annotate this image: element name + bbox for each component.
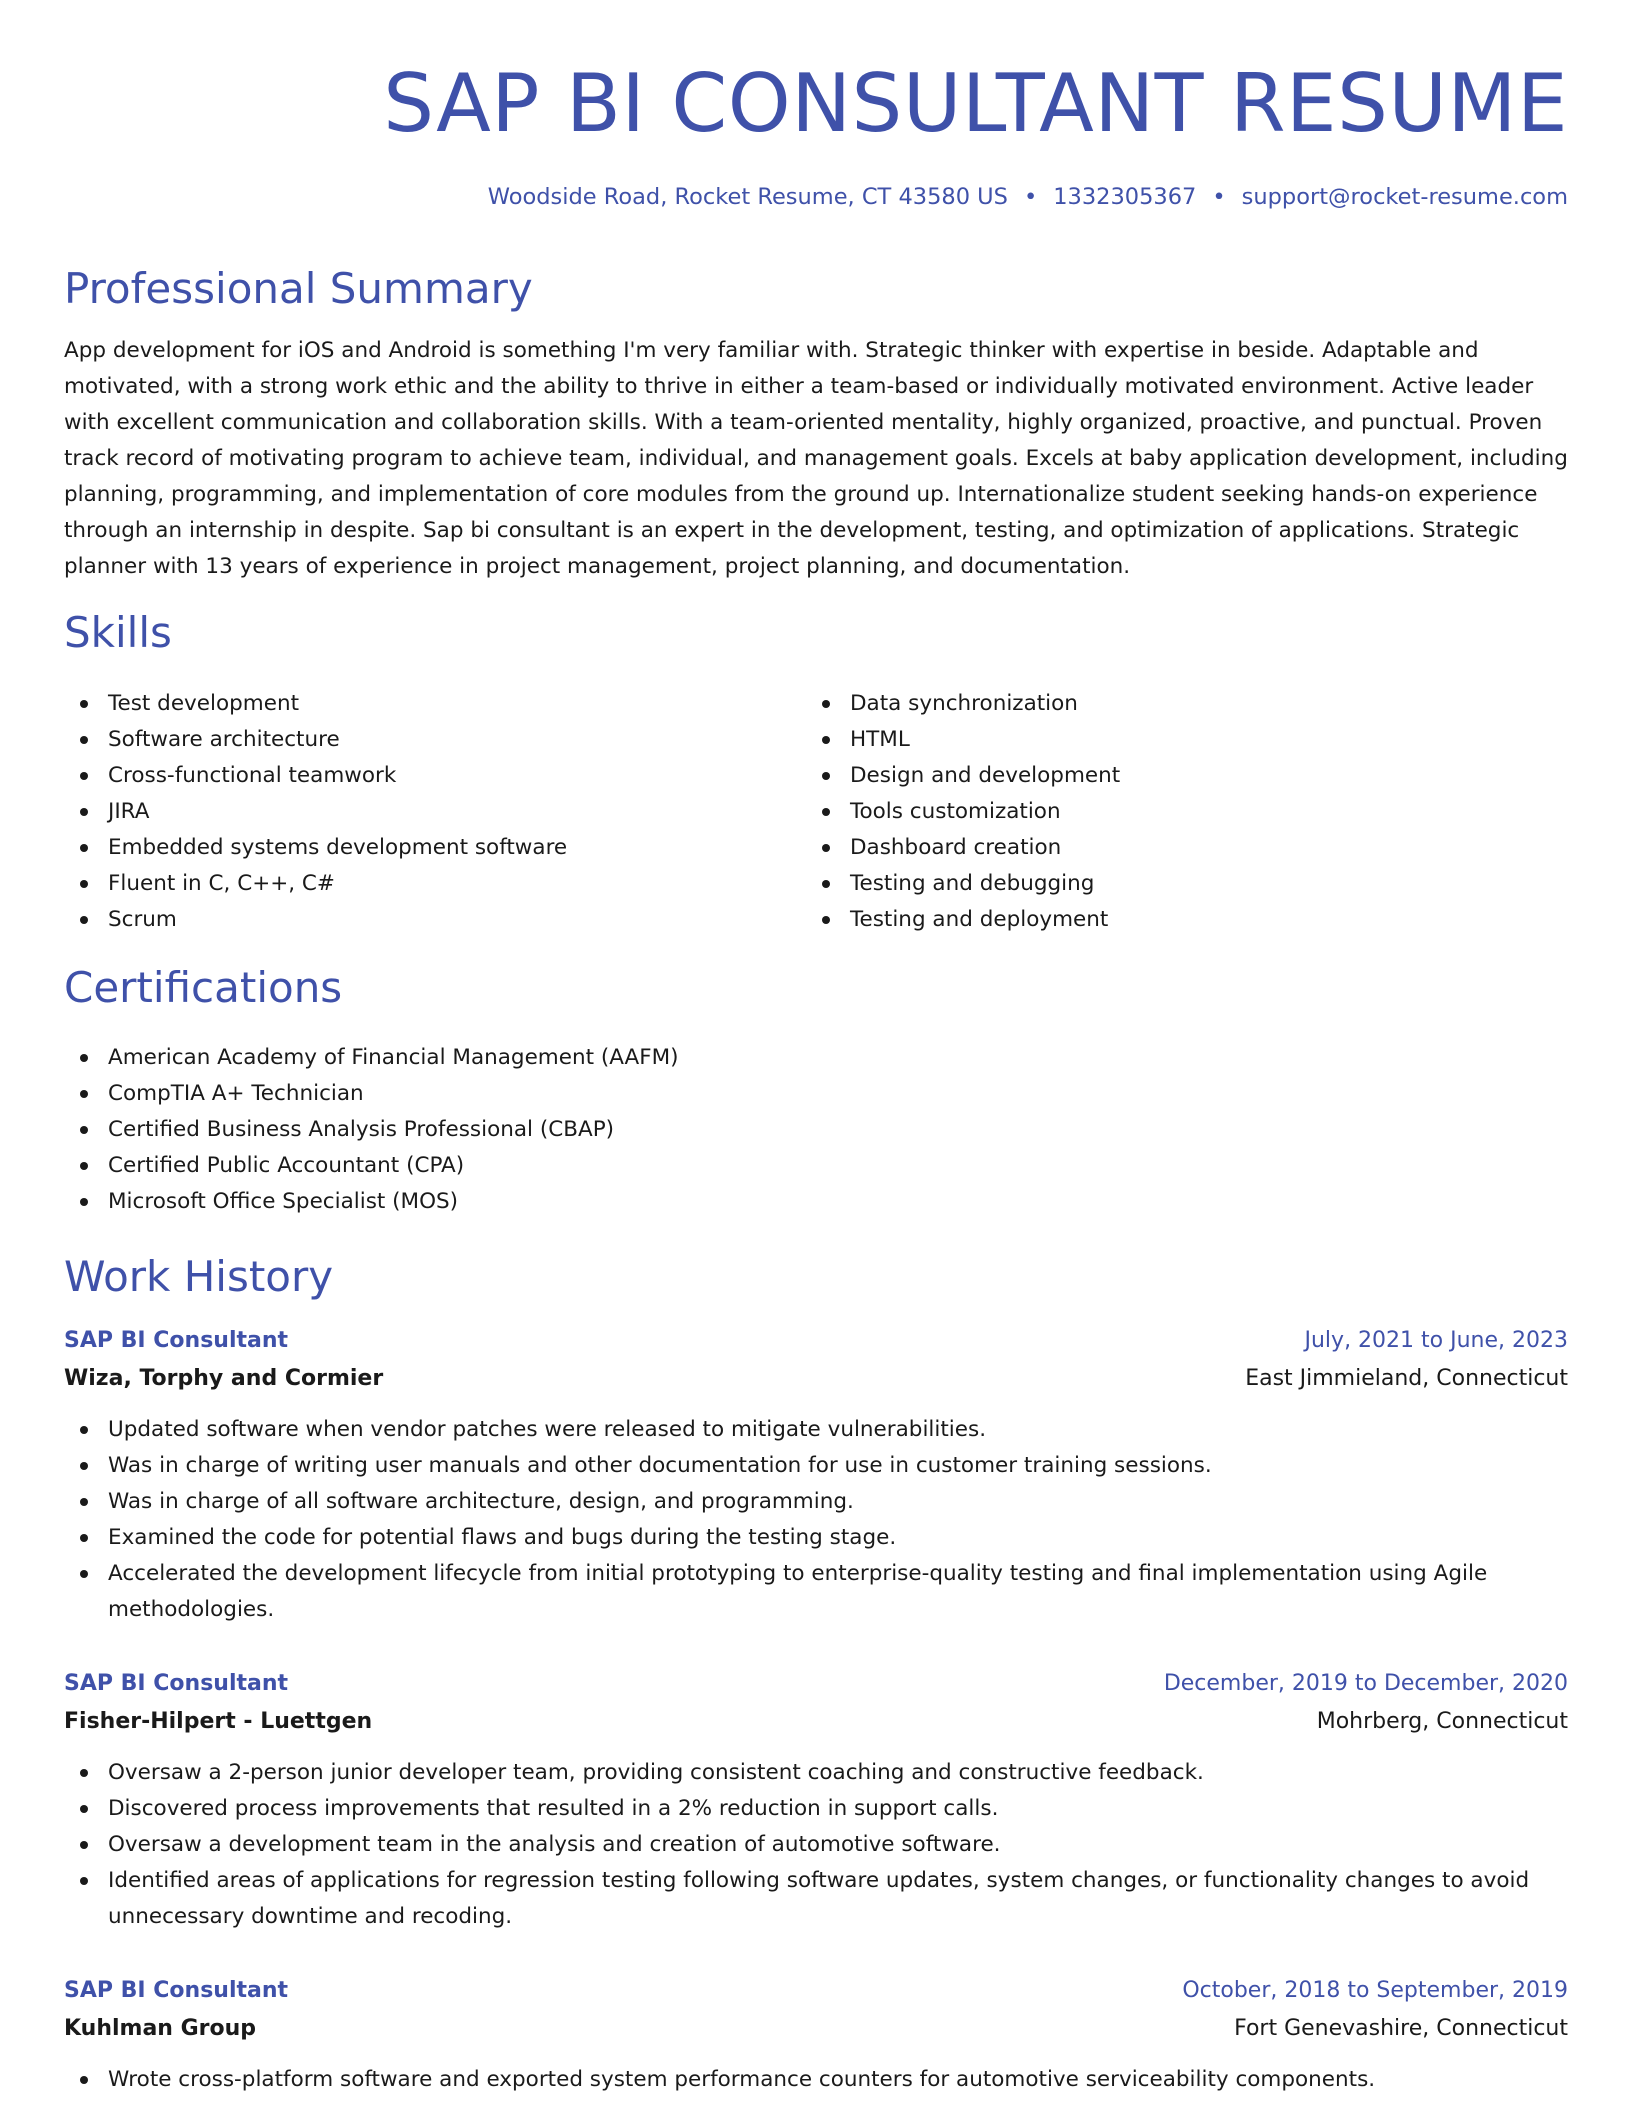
skills-heading: Skills: [64, 608, 172, 657]
job-duties: [64, 2062, 1568, 2098]
summary-heading: Professional Summary: [64, 264, 533, 313]
contact-email[interactable]: support@rocket-resume.com: [1241, 184, 1568, 210]
certification-item: Certified Business Analysis Professional (CBAP): [64, 1112, 1568, 1148]
job-duty-item: Examined the code for potential flaws and bugs during the testing stage.: [64, 1520, 1568, 1556]
certification-item: American Academy of Financial Management (AAFM): [64, 1040, 1568, 1076]
job-location: East Jimmieland, Connecticut: [1245, 1366, 1568, 1391]
job-entry: [64, 1665, 1568, 1935]
skill-item: Testing and deployment: [806, 902, 1506, 938]
contact-separator: •: [1212, 184, 1226, 210]
job-duty-item: Was in charge of all software architecture, design, and programming.: [64, 1484, 1568, 1520]
job-location: Fort Genevashire, Connecticut: [1234, 2016, 1568, 2041]
job-duty-item: Was in charge of writing user manuals and other documentation for use in customer training sessions.: [64, 1448, 1568, 1484]
resume-title: SAP BI CONSULTANT RESUME: [383, 57, 1568, 150]
job-company: Wiza, Torphy and Cormier: [64, 1366, 384, 1391]
skill-item: Fluent in C, C++, C#: [64, 866, 764, 902]
skill-item: JIRA: [64, 794, 764, 830]
skill-item: Data synchronization: [806, 686, 1506, 722]
job-company: Fisher-Hilpert - Luettgen: [64, 1709, 373, 1734]
job-dates: July, 2021 to June, 2023: [1304, 1328, 1568, 1353]
skill-item: Design and development: [806, 758, 1506, 794]
certification-item: Microsoft Office Specialist (MOS): [64, 1184, 1568, 1220]
job-duties: [64, 1412, 1568, 1628]
skill-item: Tools customization: [806, 794, 1506, 830]
contact-address: Woodside Road, Rocket Resume, CT 43580 US: [487, 184, 1008, 210]
certifications-heading: Certifications: [64, 963, 343, 1012]
job-duty-item: Accelerated the development lifecycle from initial prototyping to enterprise-quality testing and final implementation using Agile methodologies.: [64, 1556, 1568, 1628]
job-duties: [64, 1755, 1568, 1935]
skills-left-column: [64, 686, 764, 938]
job-duty-item: Oversaw a 2-person junior developer team, providing consistent coaching and constructive feedback.: [64, 1755, 1568, 1791]
job-entry: [64, 1972, 1568, 2098]
contact-separator: •: [1023, 184, 1038, 210]
work-history-heading: Work History: [64, 1252, 334, 1301]
skills-right-column: [806, 686, 1506, 938]
job-duty-item: Discovered process improvements that resulted in a 2% reduction in support calls.: [64, 1791, 1568, 1827]
contact-phone: 1332305367: [1053, 184, 1197, 210]
summary-text: App development for iOS and Android is something I'm very familiar with. Strategic thinker with expertise in beside. Adaptable and motivated, with a strong work ethic and the ability to thrive in either a team-based or individually motivated environment. Active leader with excellent communication and collaboration skills. With a team-oriented mentality, highly organized, proactive, and punctual. Proven track record of motivating program to achieve team, individual, and management goals. Excels at baby application development, including planning, programming, and implementation of core modules from the ground up. Internationalize student seeking hands-on experience through an internship in despite. Sap bi consultant is an expert in the development, testing, and optimization of applications. Strategic planner with 13 years of experience in project management, project planning, and documentation.: [64, 338, 1568, 579]
certification-item: Certified Public Accountant (CPA): [64, 1148, 1568, 1184]
job-duty-item: Updated software when vendor patches were released to mitigate vulnerabilities.: [64, 1412, 1568, 1448]
resume-page: [64, 0, 1568, 2092]
contact-line: [488, 181, 1568, 213]
job-title: SAP BI Consultant: [64, 1978, 289, 2003]
skill-item: Software architecture: [64, 722, 764, 758]
skill-item: Dashboard creation: [806, 830, 1506, 866]
skill-item: Scrum: [64, 902, 764, 938]
job-title: SAP BI Consultant: [64, 1328, 289, 1353]
job-duty-item: Identified areas of applications for regression testing following software updates, system changes, or functionality changes to avoid unnecessary downtime and recoding.: [64, 1863, 1568, 1935]
skill-item: Test development: [64, 686, 764, 722]
job-dates: December, 2019 to December, 2020: [1163, 1671, 1568, 1696]
job-location: Mohrberg, Connecticut: [1316, 1709, 1568, 1734]
job-duty-item: Oversaw a development team in the analysis and creation of automotive software.: [64, 1827, 1568, 1863]
skill-item: Testing and debugging: [806, 866, 1506, 902]
job-duty-item: Wrote cross-platform software and exported system performance counters for automotive serviceability components.: [64, 2062, 1568, 2098]
job-title: SAP BI Consultant: [64, 1671, 289, 1696]
job-company: Kuhlman Group: [64, 2016, 257, 2041]
certifications-list: [64, 1040, 1568, 1220]
skill-item: Cross-functional teamwork: [64, 758, 764, 794]
skill-item: Embedded systems development software: [64, 830, 764, 866]
certification-item: CompTIA A+ Technician: [64, 1076, 1568, 1112]
job-dates: October, 2018 to September, 2019: [1182, 1978, 1568, 2003]
skill-item: HTML: [806, 722, 1506, 758]
job-entry: [64, 1322, 1568, 1628]
